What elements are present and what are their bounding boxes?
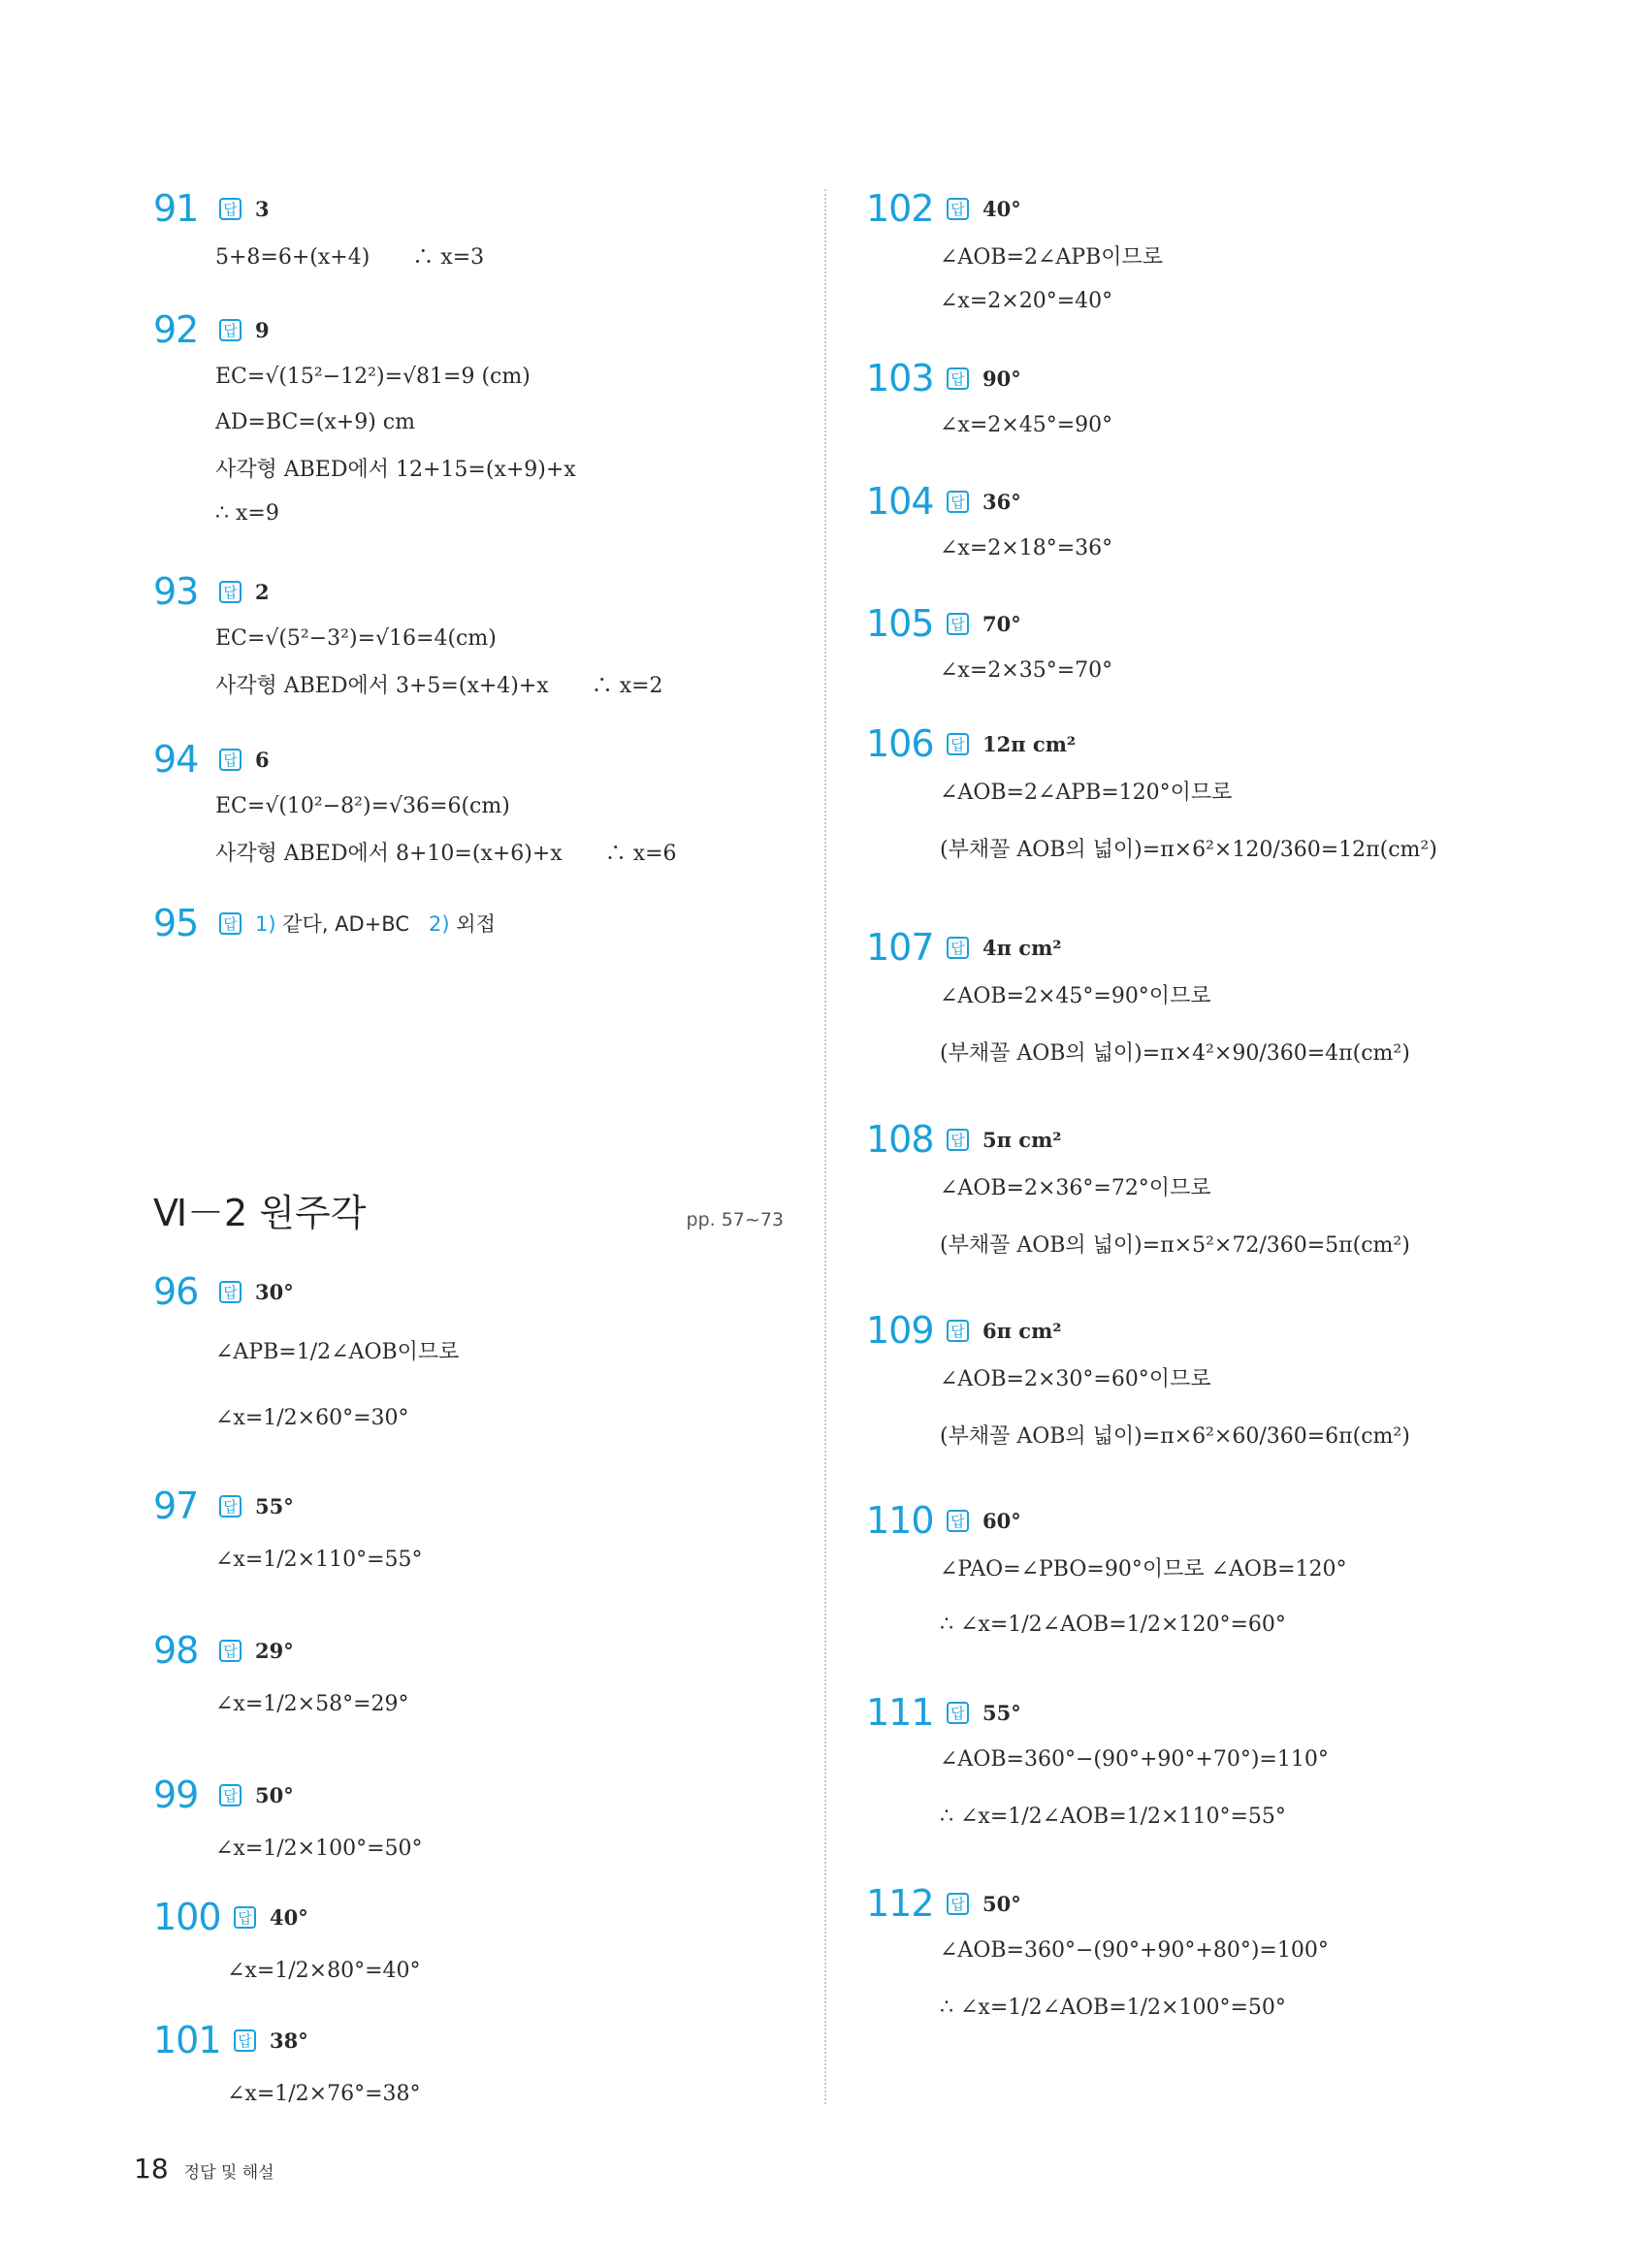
- section-title: Ⅵ－2 원주각: [153, 1192, 367, 1234]
- problem-number: 99: [153, 1773, 199, 1816]
- solution-line: ∠AOB=360°−(90°+90°+80°)=100°: [940, 1938, 1329, 1963]
- answer-badge: 답: [219, 198, 241, 220]
- solution-line: ∠x=2×18°=36°: [940, 536, 1113, 560]
- answer-badge: 답: [234, 2029, 256, 2052]
- answer-part-label: 1): [255, 912, 276, 936]
- answer-part: 같다, AD+BC: [282, 912, 410, 936]
- answer-badge: 답: [947, 198, 969, 220]
- problem-number: 107: [866, 926, 934, 969]
- problem-number: 103: [866, 357, 934, 399]
- solution-line: 5+8=6+(x+4) ∴ x=3: [215, 245, 485, 270]
- answer: 90°: [982, 366, 1021, 391]
- answer: 55°: [255, 1493, 294, 1518]
- problem-number: 100: [153, 1896, 221, 1938]
- solution-line: ∴ ∠x=1/2∠AOB=1/2×100°=50°: [940, 1995, 1286, 2020]
- problem-number: 106: [866, 722, 934, 765]
- problem-number: 95: [153, 902, 199, 944]
- answer-badge: 답: [947, 937, 969, 959]
- section-pages: pp. 57~73: [686, 1209, 784, 1230]
- solution-line: (부채꼴 AOB의 넓이)=π×5²×72/360=5π(cm²): [940, 1232, 1410, 1258]
- answer-badge: 답: [947, 1320, 969, 1342]
- solution-line: EC=√(15²−12²)=√81=9 (cm): [215, 365, 531, 389]
- problem-103: [866, 354, 1112, 448]
- solution-line: 사각형 ABED에서 8+10=(x+6)+x ∴ x=6: [215, 842, 677, 866]
- problem-106: [866, 719, 1437, 881]
- answer: 6π cm²: [982, 1318, 1062, 1343]
- problem-92: [153, 305, 576, 536]
- answer: 4π cm²: [982, 935, 1062, 960]
- answer: 70°: [982, 611, 1021, 636]
- answer-badge: 답: [947, 1893, 969, 1915]
- solution-line: ∠AOB=2∠APB이므로: [940, 245, 1164, 270]
- answer-badge: 답: [219, 1784, 241, 1806]
- problem-112: [866, 1879, 1329, 2041]
- problem-110: [866, 1496, 1347, 1658]
- solution-line: ∠APB=1/2∠AOB이므로: [215, 1339, 460, 1364]
- answer-badge: 답: [219, 581, 241, 603]
- problem-number: 101: [153, 2019, 221, 2061]
- problem-95: [153, 899, 496, 947]
- answer: 50°: [982, 1891, 1021, 1916]
- solution-line: ∴ x=9: [215, 501, 279, 526]
- page-number: 18: [134, 2153, 169, 2185]
- problem-104: [866, 477, 1112, 571]
- problem-97: [153, 1482, 423, 1588]
- problem-number: 110: [866, 1499, 934, 1542]
- answer: 9: [255, 317, 270, 342]
- answer-part-label: 2): [429, 912, 450, 936]
- solution-line: ∠x=1/2×60°=30°: [215, 1405, 409, 1430]
- answer-badge: 답: [219, 1640, 241, 1662]
- solution-line: (부채꼴 AOB의 넓이)=π×6²×60/360=6π(cm²): [940, 1423, 1410, 1449]
- solution-line: EC=√(10²−8²)=√36=6(cm): [215, 794, 510, 818]
- problem-102: [866, 184, 1163, 324]
- problem-number: 92: [153, 308, 199, 351]
- answer: 5π cm²: [982, 1127, 1062, 1152]
- footer-label: 정답 및 해설: [183, 2163, 274, 2183]
- problem-105: [866, 599, 1112, 693]
- answer-badge: 답: [947, 367, 969, 390]
- problem-number: 98: [153, 1629, 199, 1672]
- solution-line: ∠x=1/2×76°=38°: [227, 2081, 421, 2106]
- answer: 40°: [982, 196, 1021, 221]
- answer-badge: 답: [947, 613, 969, 635]
- answer-badge: 답: [947, 1510, 969, 1532]
- answer-badge: 답: [219, 912, 241, 935]
- answer: [255, 909, 496, 938]
- solution-line: ∴ ∠x=1/2∠AOB=1/2×120°=60°: [940, 1612, 1286, 1637]
- solution-line: 사각형 ABED에서 3+5=(x+4)+x ∴ x=2: [215, 674, 663, 698]
- answer: 6: [255, 747, 270, 772]
- problem-111: [866, 1688, 1329, 1850]
- column-divider: [824, 189, 826, 2104]
- answer-badge: 답: [219, 1495, 241, 1517]
- solution-line: ∠x=2×45°=90°: [940, 413, 1113, 437]
- answer-badge: 답: [947, 733, 969, 755]
- problem-number: 97: [153, 1485, 199, 1527]
- answer: 36°: [982, 489, 1021, 514]
- answer-part: 외접: [456, 912, 496, 936]
- answer: 60°: [982, 1508, 1021, 1533]
- answer: 55°: [982, 1700, 1021, 1725]
- solution-line: AD=BC=(x+9) cm: [215, 410, 415, 434]
- answer: 38°: [270, 2028, 308, 2053]
- problem-number: 91: [153, 187, 199, 230]
- problem-number: 96: [153, 1270, 199, 1313]
- problem-number: 105: [866, 602, 934, 645]
- answer: 29°: [255, 1638, 294, 1663]
- answer-badge: 답: [219, 1281, 241, 1303]
- answer: 12π cm²: [982, 731, 1077, 756]
- solution-line: EC=√(5²−3²)=√16=4(cm): [215, 626, 497, 651]
- problem-109: [866, 1306, 1410, 1468]
- answer-badge: 답: [947, 1702, 969, 1724]
- problem-91: [153, 184, 484, 278]
- answer: 2: [255, 579, 270, 604]
- solution-line: ∴ ∠x=1/2∠AOB=1/2×110°=55°: [940, 1804, 1286, 1829]
- problem-99: [153, 1771, 423, 1877]
- solution-line: ∠x=2×35°=70°: [940, 658, 1113, 683]
- problem-number: 108: [866, 1118, 934, 1161]
- problem-94: [153, 735, 677, 875]
- answer-badge: 답: [219, 749, 241, 771]
- solution-line: ∠AOB=360°−(90°+90°+70°)=110°: [940, 1747, 1329, 1772]
- solution-line: ∠x=1/2×58°=29°: [215, 1691, 409, 1716]
- answer: 40°: [270, 1904, 308, 1930]
- answer-badge: 답: [219, 319, 241, 341]
- answer: 3: [255, 196, 270, 221]
- problem-number: 102: [866, 187, 934, 230]
- problem-number: 104: [866, 480, 934, 523]
- solution-line: ∠AOB=2×45°=90°이므로: [940, 984, 1211, 1008]
- solution-line: 사각형 ABED에서 12+15=(x+9)+x: [215, 458, 576, 482]
- problem-number: 111: [866, 1691, 934, 1734]
- answer: 30°: [255, 1279, 294, 1304]
- solution-line: (부채꼴 AOB의 넓이)=π×4²×90/360=4π(cm²): [940, 1040, 1410, 1066]
- problem-98: [153, 1626, 409, 1733]
- answer-badge: 답: [947, 491, 969, 513]
- problem-101: [153, 2016, 421, 2123]
- solution-line: ∠PAO=∠PBO=90°이므로 ∠AOB=120°: [940, 1557, 1347, 1581]
- answer: 50°: [255, 1782, 294, 1807]
- section-header: [153, 1183, 784, 1236]
- solution-line: ∠AOB=2×36°=72°이므로: [940, 1176, 1211, 1200]
- problem-number: 94: [153, 738, 199, 781]
- problem-100: [153, 1893, 421, 1999]
- answer-badge: 답: [947, 1129, 969, 1151]
- solution-line: ∠x=1/2×100°=50°: [215, 1836, 423, 1861]
- solution-line: ∠x=2×20°=40°: [940, 289, 1113, 313]
- problem-93: [153, 567, 663, 707]
- solution-line: ∠AOB=2×30°=60°이므로: [940, 1367, 1211, 1391]
- solution-line: ∠x=1/2×80°=40°: [227, 1958, 421, 1983]
- problem-number: 112: [866, 1882, 934, 1925]
- answer-badge: 답: [234, 1906, 256, 1929]
- problem-107: [866, 923, 1410, 1085]
- problem-number: 109: [866, 1309, 934, 1352]
- solution-line: (부채꼴 AOB의 넓이)=π×6²×120/360=12π(cm²): [940, 837, 1437, 862]
- problem-number: 93: [153, 570, 199, 613]
- problem-96: [153, 1267, 459, 1452]
- solution-line: ∠AOB=2∠APB=120°이므로: [940, 781, 1233, 805]
- page-footer: [134, 2153, 274, 2185]
- problem-108: [866, 1115, 1410, 1277]
- solution-line: ∠x=1/2×110°=55°: [215, 1547, 423, 1572]
